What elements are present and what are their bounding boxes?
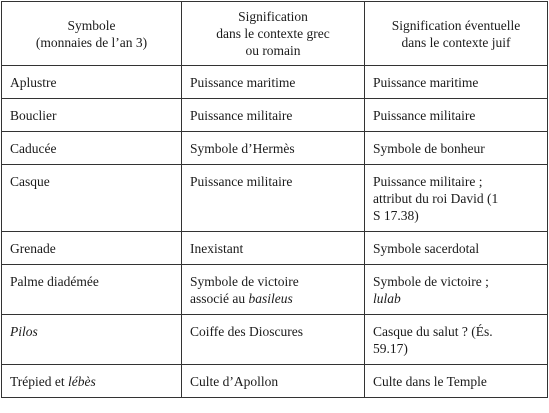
cell-line: Symbole de victoire ;: [373, 274, 489, 289]
table-row: [2, 365, 548, 398]
cell-jewish: Puissance maritime: [365, 66, 548, 99]
cell-line: Symbole de victoire: [190, 274, 299, 289]
cell-symbol: [2, 365, 182, 398]
cell-text: associé au: [190, 291, 249, 306]
header-jewish: [365, 2, 548, 66]
header-text: Signification éventuelle: [391, 17, 521, 33]
cell-italic-term: lébès: [68, 374, 96, 389]
header-symbol: [2, 2, 182, 66]
table-row: [2, 232, 548, 265]
cell-line: Puissance militaire ;: [373, 174, 483, 189]
cell-symbol: Aplustre: [2, 66, 182, 99]
cell-greek: Coiffe des Dioscures: [182, 315, 365, 365]
cell-jewish: [365, 265, 548, 315]
cell-symbol: Casque: [2, 165, 182, 232]
cell-greek: [182, 265, 365, 315]
cell-greek: Puissance militaire: [182, 99, 365, 132]
cell-line: [190, 290, 356, 307]
cell-jewish: Culte dans le Temple: [365, 365, 548, 398]
cell-jewish: Symbole sacerdotal: [365, 232, 548, 265]
header-row: [2, 2, 548, 66]
cell-greek: Symbole d’Hermès: [182, 132, 365, 165]
cell-text: Trépied et: [10, 374, 68, 389]
cell-symbol: Bouclier: [2, 99, 182, 132]
cell-greek: Inexistant: [182, 232, 365, 265]
cell-italic-term: basileus: [248, 291, 293, 306]
cell-jewish: Puissance militaire: [365, 99, 548, 132]
table-row: [2, 265, 548, 315]
header-text: (monnaies de l’an 3): [35, 34, 148, 50]
cell-symbol: Pilos: [2, 315, 182, 365]
cell-jewish: [365, 165, 548, 232]
table-row: [2, 99, 548, 132]
cell-italic-term: lulab: [373, 291, 401, 306]
cell-jewish: [365, 315, 548, 365]
header-text: ou romain: [245, 43, 301, 58]
cell-greek: Culte d’Apollon: [182, 365, 365, 398]
table-row: [2, 165, 548, 232]
cell-symbol: Caducée: [2, 132, 182, 165]
cell-line: S 17.38): [373, 208, 419, 223]
table-row: [2, 132, 548, 165]
table-row: [2, 315, 548, 365]
table-row: [2, 66, 548, 99]
cell-symbol: Palme diadémée: [2, 265, 182, 315]
cell-line: 59.17): [373, 341, 408, 356]
cell-greek: Puissance militaire: [182, 165, 365, 232]
cell-jewish: Symbole de bonheur: [365, 132, 548, 165]
cell-line: Casque du salut ? (És.: [373, 324, 493, 339]
header-greek-roman: [182, 2, 365, 66]
header-text: dans le contexte juif: [401, 34, 511, 50]
cell-greek: Puissance maritime: [182, 66, 365, 99]
header-text: dans le contexte grec: [216, 26, 330, 41]
header-text: Symbole: [67, 17, 116, 33]
cell-symbol: Grenade: [2, 232, 182, 265]
header-text: Signification: [238, 9, 308, 24]
cell-line: attribut du roi David (1: [373, 191, 499, 206]
symbols-table: [1, 1, 548, 398]
